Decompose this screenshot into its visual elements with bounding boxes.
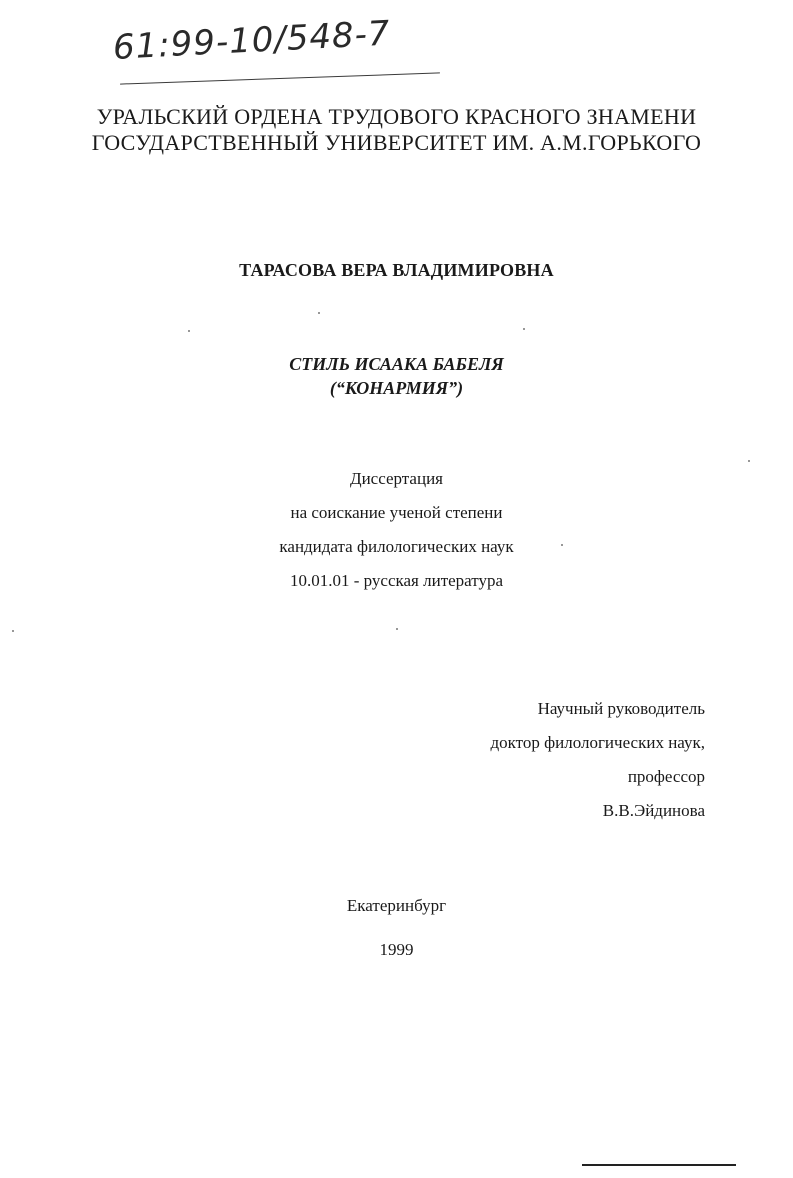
scan-speck [188,330,190,332]
supervisor-block [490,692,705,828]
university-line-2: ГОСУДАРСТВЕННЫЙ УНИВЕРСИТЕТ ИМ. А.М.ГОРЬКОГО [91,130,702,155]
handwritten-underline [120,72,440,84]
title-line-1: СТИЛЬ ИСААКА БАБЕЛЯ [289,354,504,374]
scan-speck [318,312,320,314]
thesis-line-3: кандидата филологических наук [279,537,514,556]
scan-speck [748,460,750,462]
university-name [0,104,793,156]
thesis-line-1: Диссертация [349,469,443,488]
dissertation-title [0,352,793,400]
title-line-2: (“КОНАРМИЯ”) [329,378,464,398]
handwritten-catalog-number: 61:99-10/548-7 [112,13,392,68]
supervisor-line-1: Научный руководитель [537,699,705,718]
year: 1999 [379,940,414,959]
supervisor-line-3: профессор [627,767,705,786]
scan-speck [396,628,398,630]
university-line-1: УРАЛЬСКИЙ ОРДЕНА ТРУДОВОГО КРАСНОГО ЗНАМЕНИ [96,104,697,129]
scan-speck [523,328,525,330]
thesis-line-2: на соискание ученой степени [290,503,503,522]
supervisor-line-2: доктор филологических наук, [490,733,705,752]
scan-speck [561,544,563,546]
thesis-description [0,462,793,598]
scan-speck [12,630,14,632]
supervisor-line-4: В.В.Эйдинова [602,801,705,820]
scan-artifact-line [582,1164,736,1166]
city: Екатеринбург [346,896,447,915]
author-name: ТАРАСОВА ВЕРА ВЛАДИМИРОВНА [239,260,554,280]
thesis-line-4: 10.01.01 - русская литература [289,571,504,590]
